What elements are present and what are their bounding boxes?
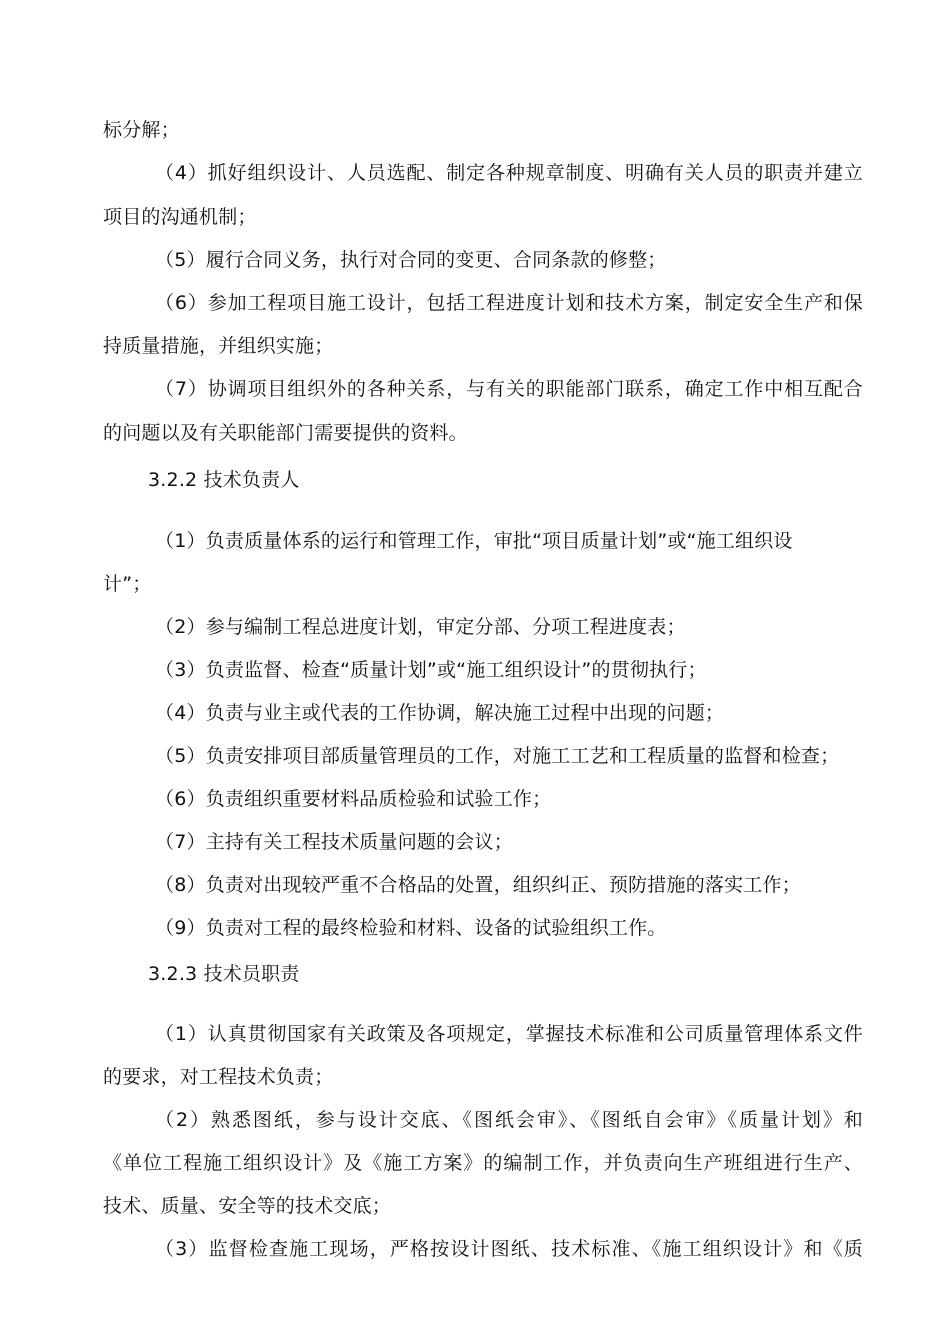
list-item-2: （2）熟悉图纸，参与设计交底、《图纸会审》、《图纸自会审》《质量计划》和	[155, 1109, 863, 1131]
list-item-6: （6）参加工程项目施工设计，包括工程进度计划和技术方案，制定安全生产和保	[155, 292, 863, 314]
list-item-5: （5）负责安排项目部质量管理员的工作，对施工工艺和工程质量的监督和检查；	[155, 745, 840, 767]
list-item-6: （6）负责组织重要材料品质检验和试验工作；	[155, 788, 552, 810]
list-item-2: （2）参与编制工程总进度计划，审定分部、分项工程进度表；	[155, 616, 686, 638]
list-item-7: （7）协调项目组织外的各种关系，与有关的职能部门联系，确定工作中相互配合	[155, 378, 863, 400]
list-item-7: （7）主持有关工程技术质量问题的会议；	[155, 831, 513, 853]
list-item-3: （3）监督检查施工现场，严格按设计图纸、技术标准、《施工组织设计》和《质	[155, 1238, 863, 1260]
section-heading-3-2-3: 3.2.3 技术员职责	[148, 963, 300, 985]
text-line: 技术、质量、安全等的技术交底；	[103, 1195, 392, 1217]
text-line: 持质量措施，并组织实施；	[103, 335, 334, 357]
list-item-1: （1）认真贯彻国家有关政策及各项规定，掌握技术标准和公司质量管理体系文件	[155, 1023, 863, 1045]
list-item-4: （4）负责与业主或代表的工作协调，解决施工过程中出现的问题；	[155, 702, 725, 724]
list-item-8: （8）负责对出现较严重不合格品的处置，组织纠正、预防措施的落实工作；	[155, 874, 801, 896]
text-line: 项目的沟通机制；	[103, 206, 257, 228]
list-item-3: （3）负责监督、检查“质量计划”或“施工组织设计”的贯彻执行；	[155, 659, 707, 681]
section-heading-3-2-2: 3.2.2 技术负责人	[148, 469, 300, 491]
text-line: 的要求，对工程技术负责；	[103, 1066, 334, 1088]
list-item-9: （9）负责对工程的最终检验和材料、设备的试验组织工作。	[155, 917, 667, 939]
text-line: 标分解；	[103, 119, 180, 141]
list-item-4: （4）抓好组织设计、人员选配、制定各种规章制度、明确有关人员的职责并建立	[155, 162, 863, 184]
text-line: 计”；	[103, 573, 152, 595]
text-line: 的问题以及有关职能部门需要提供的资料。	[103, 422, 468, 444]
list-item-5: （5）履行合同义务，执行对合同的变更、合同条款的修整；	[155, 249, 667, 271]
text-line: 《单位工程施工组织设计》及《施工方案》的编制工作，并负责向生产班组进行生产、	[103, 1152, 863, 1174]
list-item-1: （1）负责质量体系的运行和管理工作，审批“项目质量计划”或“施工组织设	[155, 530, 793, 552]
